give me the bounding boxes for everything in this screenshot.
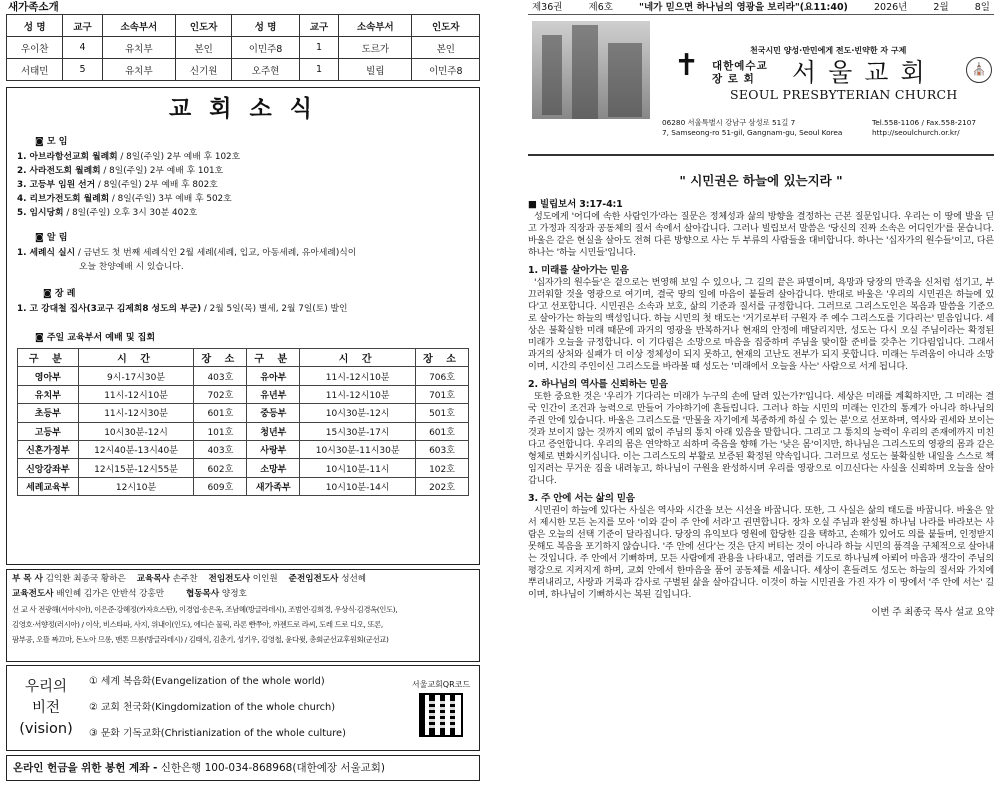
education-cell: 영아부	[18, 367, 79, 385]
education-cell: 403호	[194, 440, 247, 458]
newcomers-header-cell: 교구	[299, 15, 338, 37]
table-row	[18, 477, 469, 495]
staff-role: 교육목사	[136, 574, 170, 584]
vision-box	[6, 665, 480, 751]
meeting-name: 5. 임시당회	[17, 208, 64, 218]
education-cell: 유년부	[247, 385, 300, 403]
education-cell: 11시-12시10분	[300, 367, 416, 385]
staff-box	[6, 569, 480, 662]
newcomers-cell: 이민주8	[232, 37, 299, 59]
education-cell: 706호	[416, 367, 469, 385]
newcomers-cell: 본인	[412, 37, 480, 59]
newcomers-table	[6, 14, 480, 81]
education-cell: 15시30분-17시	[300, 422, 416, 440]
education-header-cell: 구 분	[18, 349, 79, 367]
table-row	[18, 422, 469, 440]
address-line: 06280 서울특별시 강남구 삼성로 51길 7	[662, 118, 796, 127]
education-cell: 소망부	[247, 459, 300, 477]
notice-bold: 1. 세례식 실시	[17, 248, 76, 258]
education-cell: 10시10분-11시	[300, 459, 416, 477]
education-heading: ◙ 주일 교육부서 예배 및 집회	[35, 333, 156, 343]
meeting-detail: / 8일(주일) 2부 예배 후 101호	[100, 166, 224, 176]
newcomers-cell: 오주현	[232, 59, 299, 81]
meeting-name: 1. 아브라함선교회 월례회	[17, 152, 118, 162]
education-cell: 고등부	[18, 422, 79, 440]
education-cell: 신앙강좌부	[18, 459, 79, 477]
church-contact	[872, 118, 976, 138]
staff-role: 부 목 사	[12, 574, 43, 584]
notice-text: / 금년도 첫 번째 세례식인 2월 세례(세례, 입교, 아동세례, 유아세례)식이	[75, 248, 357, 258]
education-cell: 609호	[194, 477, 247, 495]
scripture-ref: ■ 빌립보서 3:17-4:1	[528, 199, 623, 210]
meeting-item	[17, 150, 469, 164]
missionary-line-1: 선 교 사 전광해(서아시아), 이은준·강혜정(카자흐스탄), 이경엽·송은옥, 조남혜(방글라데시), 조범연·김희경, 우상식·김경옥(인도),	[12, 605, 398, 614]
education-cell: 11시-12시30분	[78, 404, 194, 422]
denomination	[712, 60, 768, 86]
education-cell: 501호	[416, 404, 469, 422]
masthead	[528, 0, 994, 15]
staff-names: 배인혜 김가은 안반석 강홍만	[56, 589, 165, 599]
education-cell: 중등부	[247, 404, 300, 422]
church-news-box	[6, 87, 480, 565]
meeting-name: 2. 사라전도회 월례회	[17, 166, 101, 176]
education-header-cell: 장 소	[194, 349, 247, 367]
newcomers-cell: 도르가	[339, 37, 412, 59]
education-cell: 12시10분	[78, 477, 194, 495]
staff-names: 김익환 최종국 황하은	[45, 574, 126, 584]
education-cell: 10시10분-14시	[300, 477, 416, 495]
staff-names: 양정호	[221, 589, 247, 599]
meeting-item	[17, 206, 469, 220]
right-column	[528, 0, 994, 796]
table-row	[18, 367, 469, 385]
left-column	[6, 0, 480, 796]
sermon-body	[528, 199, 994, 619]
church-url[interactable]: http://seoulchurch.or.kr/	[872, 128, 960, 137]
education-cell: 202호	[416, 477, 469, 495]
meeting-heading: ◙ 모 임	[35, 137, 68, 147]
sermon-point-3-title: 3. 주 안에 서는 삶의 믿음	[528, 493, 635, 504]
education-cell: 102호	[416, 459, 469, 477]
volume: 제36권	[532, 2, 563, 13]
newcomers-cell: 5	[63, 59, 102, 81]
sermon-point-3: 시민권이 하늘에 있다는 사실은 역사와 시간을 보는 시선을 바꿉니다. 또한, 그 사실은 삶의 태도를 바꿉니다. 바울은 앞서 제시한 모든 논지를 모아 '이와 같이 주 안에 서라'고 권면합니다. 장차 오실 주님과 완성될 하나님 나라를 바라보는 사람은 오늘의 선택 기준이 달라집니다. 당장의 유익보다 영원에 합당한 길을 택하고, 손해가 있어도 의를 붙들며, 인정받지 못해도 복음을 포기하지 않습니다. '주 안에 선다'는 것은 단지 버티는 것이 아니라 하늘 시민의 품격을 구체적으로 살아내는 것입니다. 주 안에서 기뻐하며, 모든 사람에게 관용을 나타내고, 염려를 기도로 하나님께 아뢰어 마음과 생각이 주님의 평강으로 지켜지게 하며, 교회 안에서 한마음을 품어 공동체를 세웁니다. 세상이 흔들려도 성도는 하늘의 질서와 가치에 뿌리내리고, 사랑과 거룩과 감사로 구별된 삶을 살아갑니다. 이것이 하늘 시민권을 가진 자가 이 땅에서 '주 안에 서는' 길이며, 하나님이 기뻐하시는 복된 길입니다.	[528, 506, 994, 600]
vision-item: ③ 문화 기독교화(Christianization of the whole culture)	[89, 728, 346, 739]
date-year: 2026년	[873, 2, 908, 13]
bank-account: 신한은행 100-034-868968(대한예장 서울교회)	[157, 762, 386, 774]
funeral-bold: 1. 고 강대철 집사(3교구 김제희8 성도의 부군)	[17, 304, 202, 314]
education-cell: 10시30분-12시	[300, 404, 416, 422]
education-cell: 702호	[194, 385, 247, 403]
newcomers-header-cell: 성 명	[232, 15, 299, 37]
church-banner	[528, 15, 994, 156]
education-cell: 유아부	[247, 367, 300, 385]
education-cell: 사랑부	[247, 440, 300, 458]
phone-fax: Tel.558-1106 / Fax.558-2107	[872, 118, 977, 127]
newcomers-title: 새가족소개	[8, 1, 59, 13]
funeral-item	[17, 302, 469, 316]
newcomers-cell: 신기원	[176, 59, 232, 81]
vision-title	[13, 677, 79, 740]
newcomers-cell: 1	[299, 37, 338, 59]
education-cell: 11시-12시10분	[300, 385, 416, 403]
sermon-point-2-title: 2. 하나님의 역사를 신뢰하는 믿음	[528, 379, 668, 390]
church-english-name: SEOUL PRESBYTERIAN CHURCH	[730, 87, 958, 102]
education-cell: 601호	[194, 404, 247, 422]
newcomers-cell: 유치부	[102, 37, 175, 59]
bank-label: 온라인 헌금을 위한 봉헌 계좌 -	[13, 762, 158, 774]
education-cell: 새가족부	[247, 477, 300, 495]
education-cell: 유치부	[18, 385, 79, 403]
education-cell: 11시-12시10분	[78, 385, 194, 403]
vision-item: ① 세계 복음화(Evangelization of the whole world)	[89, 676, 325, 687]
staff-names: 이인원	[252, 574, 278, 584]
education-cell: 602호	[194, 459, 247, 477]
church-news-title: 교 회 소 식	[169, 96, 317, 122]
qr-block	[409, 679, 473, 737]
staff-names: 성선혜	[341, 574, 367, 584]
table-row	[7, 37, 480, 59]
newcomers-cell: 1	[299, 59, 338, 81]
education-cell: 12시40분-13시40분	[78, 440, 194, 458]
newcomers-header-cell: 소속부서	[102, 15, 175, 37]
education-cell: 403호	[194, 367, 247, 385]
newcomers-header-row	[7, 15, 480, 37]
meeting-detail: / 8일(주일) 2부 예배 후 802호	[95, 180, 218, 190]
church-seal-icon: ⛪	[966, 57, 992, 83]
education-cell: 신혼가정부	[18, 440, 79, 458]
education-cell: 601호	[416, 422, 469, 440]
newcomers-header-cell: 소속부서	[339, 15, 412, 37]
staff-role: 교육전도사	[12, 589, 54, 599]
date-day: 8일	[974, 2, 990, 13]
staff-role: 협동목사	[185, 589, 220, 599]
newcomers-header-cell: 인도자	[176, 15, 232, 37]
meeting-item	[17, 178, 469, 192]
table-row	[18, 440, 469, 458]
education-cell: 청년부	[247, 422, 300, 440]
sermon-point-2: 또한 중요한 것은 '우리가 기다리는 미래가 누구의 손에 달려 있는가?'입니다. 세상은 미래를 계획하지만, 그 미래는 결국 인간이 조건과 능력으로 만들어 가야하기에 흔들립니다. 그러나 하늘 시민의 미래는 인간의 통계가 아니라 하나님의 주권 안에 있습니다. 바울은 그리스도를 '만물을 자기에게 복종하게 하실 수 있는 분'으로 선포하며, 역사와 권세와 보이는 것과 보이지 않는 것까지 예외 없이 주님의 통치 아래 있음을 말합니다. 그리고 그 통치의 능력이 우리의 존재에까지 미친다고 증언합니다. 우리의 몸은 연약하고 쇠하며 죽음을 향해 가는 '낮은 몸'이지만, 하나님은 그리스도의 영광의 몸과 같은 형체로 변화시키십니다. 이는 그리스도의 부활로 보증된 확정된 약속입니다. 그러므로 성도는 불확실한 내일을 스스로 책임지려는 무거운 짐을 내려놓고, 하나님이 구원을 완성하시며 우리를 영광으로 이끄신다는 사실을 신뢰하며 오늘을 살아갑니다.	[528, 392, 994, 486]
funeral-heading: ◙ 장 례	[43, 289, 76, 299]
sermon-title: " 시민권은 하늘에 있는지라 "	[679, 173, 843, 188]
issue-number: 제6호	[588, 2, 613, 13]
education-cell: 101호	[194, 422, 247, 440]
cross-logo-icon: ✝	[674, 48, 700, 83]
notice-item	[17, 246, 469, 260]
denomination-line: 장 로 회	[712, 73, 755, 85]
meeting-detail: / 8일(주일) 2부 예배 후 102호	[117, 152, 241, 162]
sermon-point-1: '십자가의 원수들'은 겉으로는 번영해 보일 수 있으나, 그 길의 끝은 파멸이며, 욕망과 당장의 만족을 신처럼 섬기고, 부끄러워할 것을 영광으로 여기며, 결국 땅의 일에 마음이 붙들려 살아갑니다. 반대로 바울은 '우리의 시민권은 하늘에 있다'고 선포합니다. 시민권은 소속과 보호, 삶의 기준과 질서를 규정합니다. 그러므로 그리스도인은 복음과 말씀을 기준으로 살아가는 하늘의 백성입니다. 하늘 시민의 첫 태도는 '거기로부터 구원자 주 예수 그리스도를 기다리는' 믿음입니다. 세상은 불확실한 미래 때문에 과거의 영광을 반복하거나 현재의 안정에 매달리지만, 성도는 다시 오실 주님이라는 확정된 미래가 오늘을 규정합니다. 이 기다림은 소망으로 마음을 집중하며 주님을 맞이할 준비를 갖추는 기다림입니다. 그래서 과거의 상처와 실패가 더 이상 정체성이 되지 못하고, 현재의 고난도 전부가 되지 못합니다. 미래는 두려움이 아니라 소망이며, 시간의 주인이신 그리스도를 바라볼 때 성도는 '미래에서 오늘을 사는' 사람으로 서게 됩니다.	[528, 278, 994, 372]
education-header-row	[18, 349, 469, 367]
education-cell: 10시30분-12시	[78, 422, 194, 440]
newcomers-cell: 본인	[176, 37, 232, 59]
newcomers-cell: 4	[63, 37, 102, 59]
education-header-cell: 시 간	[78, 349, 194, 367]
newcomers-header-cell: 교구	[63, 15, 102, 37]
newcomers-cell: 서태민	[7, 59, 63, 81]
vision-title-line: 비전	[31, 699, 60, 716]
church-address	[662, 118, 842, 138]
staff-role: 전임전도사	[208, 574, 251, 584]
church-building-image	[532, 21, 650, 119]
staff-role: 준전임전도사	[288, 574, 339, 584]
meeting-item	[17, 192, 469, 206]
church-name: 서울교회	[792, 58, 937, 87]
education-cell: 초등부	[18, 404, 79, 422]
education-header-cell: 시 간	[300, 349, 416, 367]
education-cell: 세례교육부	[18, 477, 79, 495]
meeting-detail: / 8일(주일) 3부 예배 후 502호	[109, 194, 232, 204]
theme-verse: "네가 믿으면 하나님의 영광을 보리라"(요11:40)	[639, 2, 848, 13]
date-month: 2월	[933, 2, 949, 13]
denomination-line: 대한예수교	[712, 60, 768, 72]
bank-account-box	[6, 755, 480, 781]
education-table	[17, 348, 469, 496]
staff-line-1	[12, 572, 474, 587]
notice-heading: ◙ 알 림	[35, 233, 68, 243]
vision-title-line: 우리의	[24, 678, 68, 695]
vision-item: ② 교회 천국화(Kingdomization of the whole church)	[89, 702, 336, 713]
education-header-cell: 구 분	[247, 349, 300, 367]
church-mission: 천국시민 양성·만민에게 전도·빈약한 자 구제	[750, 46, 907, 55]
staff-line-2	[12, 587, 474, 602]
education-cell: 12시15분-12시55분	[78, 459, 194, 477]
meeting-name: 3. 고등부 임원 선거	[17, 180, 96, 190]
meeting-name: 4. 리브가전도회 월례회	[17, 194, 110, 204]
table-row	[18, 385, 469, 403]
missionary-line-3: 팜부공, 오뜰 짜끄마, 돈노아 므롱, 맨톤 므롱(방글라데시) / 김태식, 김춘기, 성기우, 김영철, 윤다윗, 총회군선교후원회(군선교)	[12, 635, 389, 644]
sermon-intro: 성도에게 '어디에 속한 사람인가'라는 질문은 정체성과 삶의 방향을 결정하는 근본 질문입니다. 우리는 이 땅에 발을 딛고 가정과 직장과 공동체의 질서 속에서 살아갑니다. 그러나 빌립보서 말씀은 '당신의 진짜 소속은 어디인가'를 묻습니다. 바울은 같은 현실을 살아도 전혀 다른 방향으로 사는 두 부류의 사람들을 대비합니다. 하나는 '십자가의 원수들'이고, 다른 하나는 '하늘 시민들'입니다.	[528, 212, 994, 258]
meeting-item	[17, 164, 469, 178]
newcomers-cell: 유치부	[102, 59, 175, 81]
education-cell: 10시30분-11시30분	[300, 440, 416, 458]
qr-label: 서울교회QR코드	[411, 680, 471, 689]
table-row	[18, 459, 469, 477]
table-row	[7, 59, 480, 81]
staff-names: 손주찬	[172, 574, 198, 584]
missionary-line-2: 김영호·서향정(러시아) / 이삭, 비스타파, 사지, 위내이(인도), 에디슨 물릭, 라론 빤쭈아, 까젠드로 라씨, 도레 드로 디오, 또론,	[12, 620, 383, 629]
newcomers-header-cell: 인도자	[412, 15, 480, 37]
funeral-text: / 2월 5일(목) 별세, 2월 7일(토) 발인	[201, 304, 348, 314]
qr-code-icon[interactable]	[419, 693, 463, 737]
newcomers-cell: 우이찬	[7, 37, 63, 59]
meeting-list	[17, 150, 469, 220]
education-cell: 603호	[416, 440, 469, 458]
education-cell: 701호	[416, 385, 469, 403]
notice-text-2: 오늘 찬양예배 시 있습니다.	[79, 262, 184, 272]
sermon-signature: 이번 주 최종국 목사 설교 요약	[871, 607, 994, 618]
education-header-cell: 장 소	[416, 349, 469, 367]
address-line: 7, Samseong-ro 51-gil, Gangnam-gu, Seoul Korea	[662, 128, 843, 137]
meeting-detail: / 8일(주일) 오후 3시 30분 402호	[63, 208, 198, 218]
table-row	[18, 404, 469, 422]
newcomers-cell: 빌립	[339, 59, 412, 81]
vision-list	[79, 669, 409, 747]
education-cell: 9시-17시30분	[78, 367, 194, 385]
newcomers-cell: 이민주8	[412, 59, 480, 81]
newcomers-header-cell: 성 명	[7, 15, 63, 37]
sermon-point-1-title: 1. 미래를 살아가는 믿음	[528, 265, 629, 276]
vision-title-line: (vision)	[19, 720, 73, 737]
